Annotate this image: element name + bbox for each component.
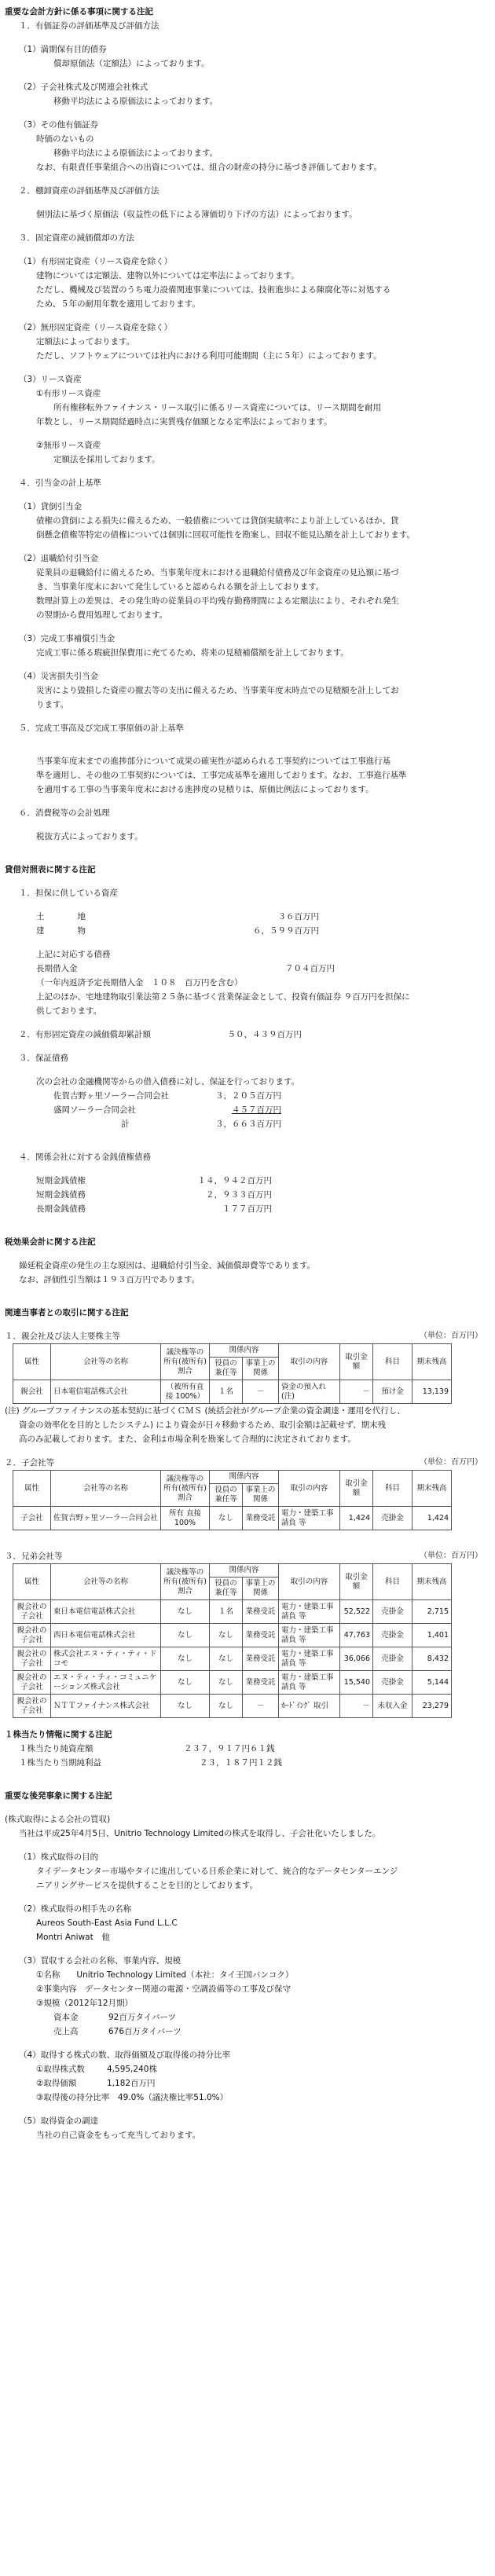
value: ２３，１８７円１２銭 [200, 1758, 282, 1768]
header-cell: 関係内容 [210, 1344, 279, 1358]
label: ②取得価額 [36, 2079, 77, 2088]
section-heading: 重要な後発事象に関する注記 [5, 1791, 112, 1801]
cell-biz: 業務受託 [243, 1600, 279, 1624]
value: ２，９３３百万円 [206, 1190, 272, 1200]
text: 建物については定額法、建物以外については定率法によっております。 [36, 271, 299, 280]
heading: ４．関係会社に対する金銭債権債務 [19, 1152, 151, 1162]
text: 当社の自己資金をもって充当しております。 [36, 2131, 201, 2140]
cell-ratio: 所有 直接 100% [161, 1507, 210, 1530]
text: ります。 [36, 700, 69, 709]
cell-deal: 電力・建築工事請負 等 [279, 1507, 340, 1530]
heading: １．有価証券の評価基準及び評価方法 [19, 21, 160, 31]
table-row [13, 1647, 452, 1671]
text: 時価のないもの [36, 134, 94, 144]
cell-deal: 電力・建築工事請負 等 [279, 1600, 340, 1624]
text: 従業員の退職給付に備えるため、当事業年度末における退職給付債務及び年金資産の見込額に基づ [36, 568, 399, 577]
label: ①取得株式数 [36, 2065, 85, 2074]
notes-document [5, 5, 490, 2571]
value: 4,595,240株 [107, 2065, 157, 2074]
cell-officer: １名 [210, 1380, 243, 1404]
value: ３６百万円 [277, 912, 319, 922]
kv-row [5, 1089, 490, 1103]
cell-ratio: （被所有直接 100%） [161, 1380, 210, 1404]
item: （3）買収する会社の名称、事業内容、規模 [19, 1956, 182, 1966]
header-cell: 役員の兼任等 [210, 1484, 243, 1507]
text: ③規模（2012年12月期） [36, 1999, 133, 2008]
section-heading: １株当たり情報に関する注記 [5, 1730, 112, 1739]
label: １株当たり純資産額 [19, 1744, 94, 1753]
item: （1）貸倒引当金 [19, 502, 82, 511]
label: 佐賀吉野ヶ里ソーラー合同会社 [53, 1091, 169, 1101]
label: 計 [121, 1119, 130, 1129]
cell-name: 株式会社エヌ・ティ・ティ・ドコモ [51, 1647, 161, 1671]
kv-row [5, 2025, 490, 2039]
item: （5）取得資金の調達 [19, 2116, 99, 2126]
cell-item: 売掛金 [373, 1647, 412, 1671]
kv-row [5, 1756, 490, 1770]
value: ５０，４３９百万円 [227, 1030, 302, 1039]
cell-bal: 23,279 [412, 1695, 452, 1718]
item: （4）災害損失引当金 [19, 672, 99, 681]
label: １株当たり当期純利益 [19, 1758, 101, 1768]
text: 定額法によっております。 [36, 337, 135, 346]
text: ただし、ソフトウェアについては社内における利用可能期間（主に５年）によっております。 [36, 351, 382, 361]
cell-name: 西日本電信電話株式会社 [51, 1624, 161, 1647]
text: 償却原価法（定額法）によっております。 [53, 59, 210, 68]
text: の翌期から費用処理しております。 [36, 610, 168, 620]
table-row [13, 1671, 452, 1695]
subheading: (株式取得による会社の買収) [5, 1815, 111, 1824]
text: ①有形リース資産 [36, 389, 101, 398]
header-cell: 取引の内容 [279, 1344, 340, 1380]
text: 移動平均法による原価法によっております。 [53, 97, 218, 106]
cell-bal: 1,424 [412, 1507, 452, 1530]
value: ２３７，９１７円６１銭 [184, 1744, 275, 1753]
text: ②事業内容 データセンター関連の電源・空調設備等の工事及び保守 [36, 1984, 291, 1994]
item: （3）リース資産 [19, 375, 82, 384]
table-title [5, 1456, 490, 1470]
table-row [13, 1624, 452, 1647]
text: 当社は平成25年4月5日、Unitrio Technology Limitedの株式を取得し、子会社化いたしました。 [19, 1829, 381, 1838]
text: 個別法に基づく原価法（収益性の低下による簿価切り下げの方法）によっております。 [36, 210, 358, 219]
item: （1）満期保有目的債券 [19, 45, 107, 54]
value: ４５７百万円 [232, 1105, 281, 1115]
cell-bal: 2,715 [412, 1600, 452, 1624]
text: タイデータセンター市場やタイに進出している日系企業に対して、統合的なデータセンターエンジ [36, 1867, 398, 1876]
header-cell: 事業上の関係 [243, 1577, 279, 1600]
heading: ６．消費税等の会計処理 [19, 808, 110, 818]
cell-officer: なし [210, 1624, 243, 1647]
cell-officer: なし [210, 1695, 243, 1718]
kv-row [5, 1103, 490, 1117]
cell-ratio: なし [161, 1624, 210, 1647]
cell-type: 親会社の子会社 [13, 1671, 51, 1695]
item: （2）株式取得の相手先の名称 [19, 1904, 132, 1914]
text: ②無形リース資産 [36, 441, 101, 450]
cell-biz: 業務受託 [243, 1624, 279, 1647]
value: 1,182百万円 [107, 2079, 156, 2088]
header-cell: 議決権等の所有(被所有) 割合 [161, 1344, 210, 1380]
cell-item: 未収入金 [373, 1695, 412, 1718]
header-cell: 取引金額 [340, 1344, 373, 1380]
text: 上記のほか、宅地建物取引業法第２５条に基づく営業保証金として、投資有価証券 ９百万円を担保に [36, 992, 410, 1002]
label: ３．兄弟会社等 [5, 1552, 63, 1561]
cell-type: 親会社の子会社 [13, 1600, 51, 1624]
value: ３，６６３百万円 [215, 1119, 281, 1129]
kv-row [5, 2076, 490, 2090]
text: 所有権移転外ファイナンス・リース取引に係るリース資産については、リース期間を耐用 [53, 403, 382, 412]
related-party-table-affiliates [13, 1563, 452, 1718]
cell-amount: 47,763 [340, 1624, 373, 1647]
label: ２．子会社等 [5, 1458, 54, 1468]
header-cell: 期末残高 [412, 1564, 452, 1600]
cell-name: 佐賀吉野ヶ里ソーラー合同会社 [51, 1507, 161, 1530]
header-cell: 関係内容 [210, 1564, 279, 1577]
text: （一年内返済予定長期借入金 １０８ 百万円を含む） [36, 978, 243, 988]
note: (注) グループファイナンスの基本契約に基づくＣＭＳ (統括会社がグループ企業の資金調達・運用を代行し、 [5, 1406, 405, 1416]
text: 次の会社の金融機関等からの借入債務に対し、保証を行っております。 [36, 1077, 300, 1086]
note: 高のみ記載しております。また、金利は市場金利を勘案して合理的に決定されております。 [19, 1435, 356, 1444]
item: （2）無形固定資産（リース資産を除く） [19, 323, 173, 332]
text: ため、５年の耐用年数を適用しております。 [36, 299, 200, 309]
text: ニアリングサービスを提供することを目的としております。 [36, 1881, 258, 1890]
cell-amount: 36,066 [340, 1647, 373, 1671]
cell-amount: 1,424 [340, 1507, 373, 1530]
kv-row [5, 1117, 490, 1131]
text: 上記に対応する債務 [36, 950, 111, 959]
label: １．親会社及び法人主要株主等 [5, 1332, 120, 1341]
cell-officer: なし [210, 1671, 243, 1695]
section-heading: 関連当事者との取引に関する注記 [5, 1308, 129, 1317]
value: 676百万タイバーツ [108, 2027, 182, 2036]
label: 土 地 [36, 912, 86, 922]
cell-item: 預け金 [373, 1380, 412, 1404]
cell-type: 子会社 [13, 1507, 51, 1530]
item: （2）子会社株式及び関連会社株式 [19, 82, 148, 92]
label: 短期金銭債権 [36, 1176, 86, 1185]
cell-type: 親会社の子会社 [13, 1695, 51, 1718]
cell-biz: 業務受託 [243, 1647, 279, 1671]
text: 当事業年度末までの進捗部分について成果の確実性が認められる工事契約については工事進行基 [36, 757, 391, 766]
header-cell: 役員の兼任等 [210, 1358, 243, 1380]
value: ７０４百万円 [285, 964, 335, 973]
value: １７７百万円 [222, 1204, 272, 1214]
unit-label: （単位：百万円） [420, 1332, 482, 1340]
text: を適用する工事の当事業年度末における進捗度の見積りは、原価比例法によっております。 [36, 785, 374, 794]
cell-amount: － [340, 1695, 373, 1718]
header-cell: 属性 [13, 1344, 51, 1380]
label: 盛岡ソーラー合同会社 [53, 1105, 136, 1115]
text: 年数とし、リース期間経過時点に実質残存価額となる定率法によっております。 [36, 417, 332, 427]
header-cell: 取引金額 [340, 1564, 373, 1600]
text: ③取得後の持分比率 49.0%（議決権比率51.0%） [36, 2093, 229, 2102]
heading: ４．引当金の計上基準 [19, 478, 101, 488]
text: 定額法を採用しております。 [53, 455, 160, 464]
text: ①名称 Unitrio Technology Limited（本社：タイ王国バンコク） [36, 1970, 294, 1980]
section-heading: 税効果会計に関する注記 [5, 1237, 96, 1247]
header-cell: 科目 [373, 1344, 412, 1380]
text: 完成工事に係る瑕疵担保費用に充てるため、将来の見積補償額を計上しております。 [36, 648, 349, 658]
text: 移動平均法による原価法によっております。 [53, 148, 218, 158]
header-cell: 事業上の関係 [243, 1358, 279, 1380]
text: なお、有限責任事業組合への出資については、組合の財産の持分に基づき評価しております。 [36, 163, 382, 172]
cell-ratio: なし [161, 1695, 210, 1718]
cell-deal: 電力・建築工事請負 等 [279, 1671, 340, 1695]
table-row [13, 1695, 452, 1718]
related-party-table-parent [13, 1343, 452, 1404]
cell-amount: 15,540 [340, 1671, 373, 1695]
table-row [13, 1600, 452, 1624]
kv-row [5, 1028, 490, 1042]
cell-ratio: なし [161, 1647, 210, 1671]
kv-row [5, 2062, 490, 2076]
cell-officer: １名 [210, 1600, 243, 1624]
text: 供しております。 [36, 1006, 102, 1016]
kv-row [5, 1188, 490, 1202]
item: （4）取得する株式の数、取得価額及び取得後の持分比率 [19, 2050, 231, 2060]
text: なお、評価性引当額は１９３百万円であります。 [19, 1275, 200, 1284]
cell-name: 東日本電信電話株式会社 [51, 1600, 161, 1624]
header-cell: 役員の兼任等 [210, 1577, 243, 1600]
cell-biz: 業務受託 [243, 1671, 279, 1695]
heading: ２．棚卸資産の評価基準及び評価方法 [19, 186, 160, 196]
kv-row [5, 924, 490, 938]
table-title [5, 1549, 490, 1563]
cell-type: 親会社の子会社 [13, 1624, 51, 1647]
header-cell: 議決権等の所有(被所有) 割合 [161, 1564, 210, 1600]
cell-officer: なし [210, 1507, 243, 1530]
item: （3）その他有価証券 [19, 120, 99, 130]
text: ただし、機械及び装置のうち電力設備関連事業については、技術進歩による陳腐化等に対処する [36, 285, 391, 295]
label: 長期金銭債務 [36, 1204, 86, 1214]
kv-row [5, 962, 490, 976]
item: （1）株式取得の目的 [19, 1852, 99, 1862]
cell-deal: 資金の預入れ(注) [279, 1380, 340, 1404]
cell-item: 売掛金 [373, 1507, 412, 1530]
cell-deal: 電力・建築工事請負 等 [279, 1624, 340, 1647]
label: 短期金銭債務 [36, 1190, 86, 1200]
header-cell: 会社等の名称 [51, 1344, 161, 1380]
kv-row [5, 1742, 490, 1756]
header-cell: 会社等の名称 [51, 1564, 161, 1600]
label: ２．有形固定資産の減価償却累計額 [19, 1030, 151, 1039]
text: 災害により毀損した資産の撤去等の支出に備えるため、当事業年度末時点での見積額を計上してお [36, 686, 399, 695]
cell-name: 日本電信電話株式会社 [51, 1380, 161, 1404]
header-cell: 属性 [13, 1564, 51, 1600]
cell-item: 売掛金 [373, 1624, 412, 1647]
text: Aureos South-East Asia Fund L.L.C [36, 1918, 178, 1928]
cell-bal: 8,432 [412, 1647, 452, 1671]
label: 資本金 [53, 2013, 79, 2022]
cell-officer: なし [210, 1647, 243, 1671]
header-cell: 議決権等の所有(被所有) 割合 [161, 1471, 210, 1507]
table-row [13, 1380, 452, 1404]
unit-label: （単位：百万円） [420, 1458, 482, 1467]
header-cell: 取引の内容 [279, 1471, 340, 1507]
text: き、当事業年度末において発生していると認められる額を計上しております。 [36, 582, 324, 592]
table-header-row [13, 1344, 452, 1358]
header-cell: 会社等の名称 [51, 1471, 161, 1507]
item: （1）有形固定資産（リース資産を除く） [19, 257, 173, 266]
table-header-row [13, 1564, 452, 1577]
text: 税抜方式によっております。 [36, 832, 143, 841]
cell-bal: 13,139 [412, 1380, 452, 1404]
header-cell: 事業上の関係 [243, 1484, 279, 1507]
cell-bal: 1,401 [412, 1624, 452, 1647]
cell-name: エヌ・ティ・ティ・コミュニケーションズ株式会社 [51, 1671, 161, 1695]
cell-amount: 52,522 [340, 1600, 373, 1624]
heading: １．担保に供している資産 [19, 889, 118, 898]
cell-amount: － [340, 1380, 373, 1404]
text: 繰延税金資産の発生の主な原因は、退職給付引当金、減価償却費等であります。 [19, 1261, 316, 1270]
text: 数理計算上の差異は、その発生時の従業員の平均残存勤務期間による定額法により、それぞれ発生 [36, 596, 399, 606]
heading: ３．保証債務 [19, 1053, 68, 1063]
header-cell: 取引金額 [340, 1471, 373, 1507]
table-header-row [13, 1471, 452, 1484]
cell-ratio: なし [161, 1600, 210, 1624]
item: （2）退職給付引当金 [19, 554, 99, 563]
cell-item: 売掛金 [373, 1600, 412, 1624]
text: 準を適用し、その他の工事契約については、工事完成基準を適用しております。なお、工事進行基準 [36, 771, 407, 780]
related-party-table-subsidiary [13, 1470, 452, 1530]
text: 債権の貸倒による損失に備えるため、一般債権については貸倒実績率により計上しているほか、貸 [36, 516, 399, 526]
cell-ratio: なし [161, 1671, 210, 1695]
value: ６，５９９百万円 [253, 926, 319, 936]
header-cell: 科目 [373, 1564, 412, 1600]
label: 建 物 [36, 926, 86, 936]
cell-type: 親会社の子会社 [13, 1647, 51, 1671]
kv-row [5, 1202, 490, 1216]
table-title [5, 1329, 490, 1343]
header-cell: 関係内容 [210, 1471, 279, 1484]
text: Montri Aniwat 他 [36, 1933, 110, 1942]
cell-biz: － [243, 1695, 279, 1718]
kv-row [5, 2010, 490, 2025]
note: 資金の効率化を目的としたシステム) により資金が日々移動するため、取引金額は記載せず、期末残 [19, 1420, 387, 1430]
section-heading: 貸借対照表に関する注記 [5, 865, 96, 874]
value: ３，２０５百万円 [215, 1091, 281, 1101]
text: 倒懸念債権等特定の債権については個別に回収可能性を勘案し、回収不能見込額を計上しております。 [36, 530, 415, 540]
kv-row [5, 1174, 490, 1188]
value: １４，９４２百万円 [197, 1176, 272, 1185]
cell-deal: ｶｰﾄﾞｲﾝｸﾞ 取引 [279, 1695, 340, 1718]
unit-label: （単位：百万円） [420, 1552, 482, 1560]
section-heading: 重要な会計方針に係る事項に関する注記 [5, 7, 153, 16]
header-cell: 期末残高 [412, 1471, 452, 1507]
value: 92百万タイバーツ [108, 2013, 177, 2022]
header-cell: 期末残高 [412, 1344, 452, 1380]
header-cell: 科目 [373, 1471, 412, 1507]
cell-biz: － [243, 1380, 279, 1404]
item: （3）完成工事補償引当金 [19, 634, 116, 643]
cell-bal: 5,144 [412, 1671, 452, 1695]
cell-deal: 電力・建築工事請負 等 [279, 1647, 340, 1671]
table-row [13, 1507, 452, 1530]
cell-name: ＮＴＴファイナンス株式会社 [51, 1695, 161, 1718]
label: 長期借入金 [36, 964, 78, 973]
cell-item: 売掛金 [373, 1671, 412, 1695]
label: 売上高 [53, 2027, 79, 2036]
heading: ３．固定資産の減価償却の方法 [19, 233, 134, 243]
header-cell: 属性 [13, 1471, 51, 1507]
cell-biz: 業務受託 [243, 1507, 279, 1530]
heading: ５．完成工事高及び完成工事原価の計上基準 [19, 724, 184, 733]
kv-row [5, 910, 490, 924]
cell-type: 親会社 [13, 1380, 51, 1404]
header-cell: 取引の内容 [279, 1564, 340, 1600]
